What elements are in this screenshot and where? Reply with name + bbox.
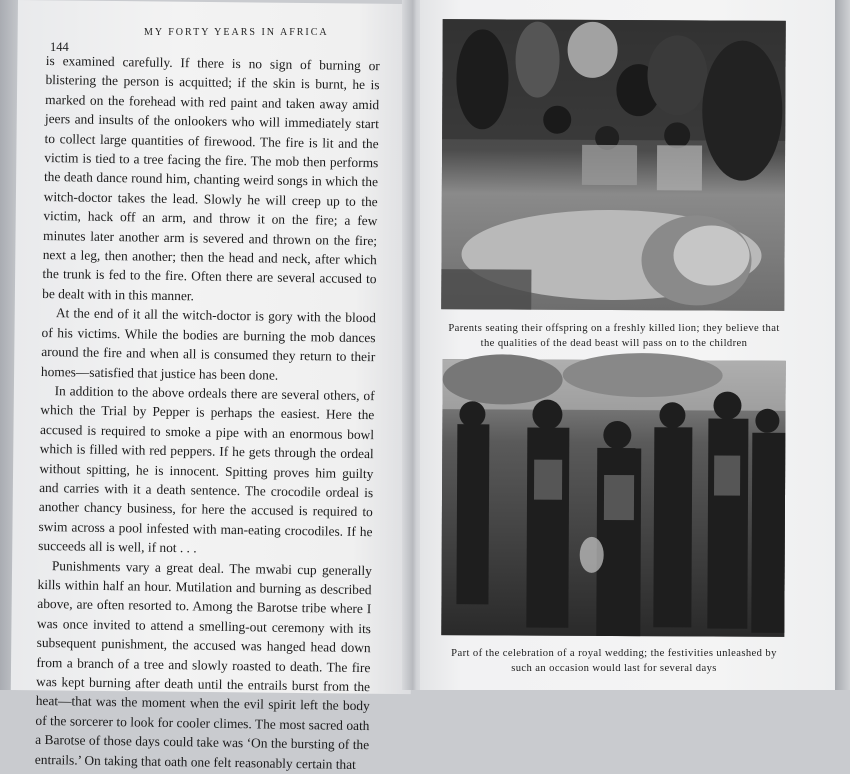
page-number: 144 <box>50 40 69 54</box>
background-edge-right <box>835 0 850 690</box>
photo-wedding-image <box>441 359 785 637</box>
photo-lion-image <box>441 19 786 311</box>
caption-top: Parents seating their offspring on a freshly killed lion; they believe that the qualities of the dead beast will pass on to the children <box>448 323 780 349</box>
photo-parents-children-lion <box>441 19 786 311</box>
paragraph-4: Punishments vary a great deal. The mwabi cup generally kills within half an hour. Mutilation and burning as described above, are often resorted to. Among the Barotse tribe where I was once invited to attend a smelling-out ceremony with its subsequent punishment, the accused was hanged head down from a branch of a tree and slowly roasted to death. The fire was kept burning after death until the entrails burst from the heat—that was the moment when the evil spirit left the body of the sorcerer to look for cooler climes. The most sacred oath a Barotse of those days could take was ‘On the bursting of the entrails.’ On taking that oath one felt reasonably certain that <box>34 557 373 772</box>
paragraph-1: is examined carefully. If there is no sign of burning or blistering the person is acquitted; if the skin is burnt, he is marked on the forehead with red paint and taken away amid jeers and insults of the onlookers who will immediately start to collect large quantities of firewood. The fire is lit and the victim is tied to a tree facing the fire. The mob then performs the death dance round him, chanting weird songs in which the witch-doctor takes the lead. Slowly he will creep up to the victim, hack off an arm, and throw it on the fire; a few minutes later another arm is severed and thrown on the fire; next a leg, then another; then the head and neck, after which the trunk is fed to the fire. Often there are several accused to be dealt with in this manner. <box>42 52 380 304</box>
paragraph-2: At the end of it all the witch-doctor is gory with the blood of his victims. While the bodies are burning the mob dances around the fire and when all is consumed they return to their homes—satisfied that justice has been done. <box>40 305 376 383</box>
paragraph-3: In addition to the above ordeals there are several others, of which the Trial by Pepper is perhaps the easiest. Here the accused is required to smoke a pipe with an enormous bowl which is filled with red peppers. If he gets through the ordeal without spitting, he is innocent. Spitting proves him guilty and carries with it a death sentence. The crocodile ordeal is another chancy business, for here the accused is required to swim across a pool infested with man-eating crocodiles. If he succeeds all is well, if not . . . <box>38 383 375 556</box>
photo-royal-wedding-celebration <box>441 359 785 637</box>
running-head <box>34 27 394 54</box>
body-text <box>35 51 380 774</box>
caption-bottom: Part of the celebration of a royal wedding; the festivities unleashed by such an occasion would last for several days <box>451 648 777 674</box>
running-title: MY FORTY YEARS IN AFRICA <box>144 27 329 38</box>
